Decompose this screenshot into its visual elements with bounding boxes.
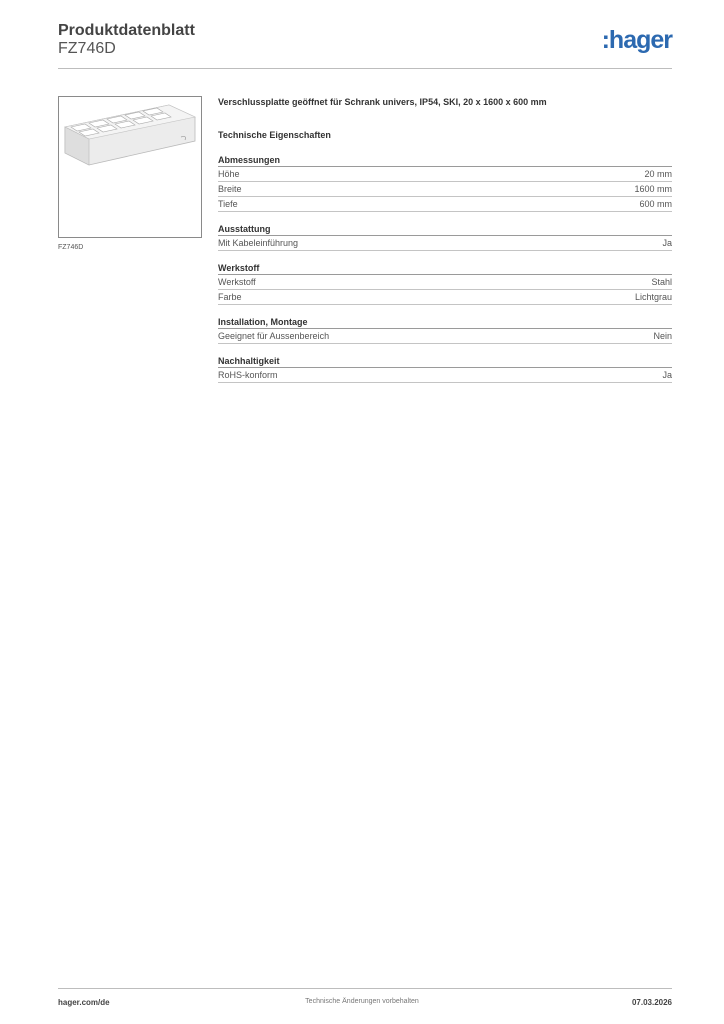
cover-plate-illustration — [59, 97, 201, 237]
document-title: Produktdatenblatt — [58, 22, 195, 39]
spec-group — [218, 316, 672, 344]
spec-value: Nein — [653, 331, 672, 341]
spec-row — [218, 236, 672, 251]
spec-value: 20 mm — [644, 169, 672, 179]
spec-group — [218, 262, 672, 305]
spec-group — [218, 223, 672, 251]
spec-groups — [218, 154, 672, 383]
spec-row — [218, 197, 672, 212]
page-header — [58, 20, 672, 70]
product-image — [58, 96, 202, 238]
spec-value: 1600 mm — [634, 184, 672, 194]
spec-label: Mit Kabeleinführung — [218, 238, 299, 248]
spec-label: Tiefe — [218, 199, 238, 209]
footer-website: hager.com/de — [58, 998, 110, 1007]
spec-value: 600 mm — [639, 199, 672, 209]
spec-row — [218, 182, 672, 197]
spec-value: Ja — [662, 370, 672, 380]
spec-group-title: Werkstoff — [218, 262, 672, 275]
spec-group — [218, 355, 672, 383]
spec-group-title: Installation, Montage — [218, 316, 672, 329]
spec-label: Höhe — [218, 169, 240, 179]
spec-group-title: Nachhaltigkeit — [218, 355, 672, 368]
spec-group-title: Ausstattung — [218, 223, 672, 236]
spec-value: Ja — [662, 238, 672, 248]
spec-content — [218, 96, 672, 394]
spec-label: RoHS-konform — [218, 370, 278, 380]
spec-value: Stahl — [651, 277, 672, 287]
product-code: FZ746D — [58, 40, 116, 57]
spec-row — [218, 368, 672, 383]
product-description: Verschlussplatte geöffnet für Schrank univers, IP54, SKI, 20 x 1600 x 600 mm — [218, 97, 547, 107]
hager-logo: :hager — [601, 26, 672, 54]
spec-row — [218, 329, 672, 344]
spec-value: Lichtgrau — [634, 292, 672, 302]
footer-divider — [58, 988, 672, 989]
footer-notice: Technische Änderungen vorbehalten — [305, 998, 419, 1005]
spec-label: Farbe — [218, 292, 242, 302]
spec-label: Werkstoff — [218, 277, 256, 287]
spec-label: Geeignet für Aussenbereich — [218, 331, 330, 341]
spec-label: Breite — [218, 184, 242, 194]
image-caption: FZ746D — [58, 244, 84, 251]
spec-group-title: Abmessungen — [218, 154, 672, 167]
header-divider — [58, 68, 672, 69]
footer-date: 07.03.2026 — [631, 998, 672, 1007]
section-title: Technische Eigenschaften — [218, 130, 331, 140]
spec-row — [218, 290, 672, 305]
spec-row — [218, 275, 672, 290]
spec-group — [218, 154, 672, 212]
spec-row — [218, 167, 672, 182]
